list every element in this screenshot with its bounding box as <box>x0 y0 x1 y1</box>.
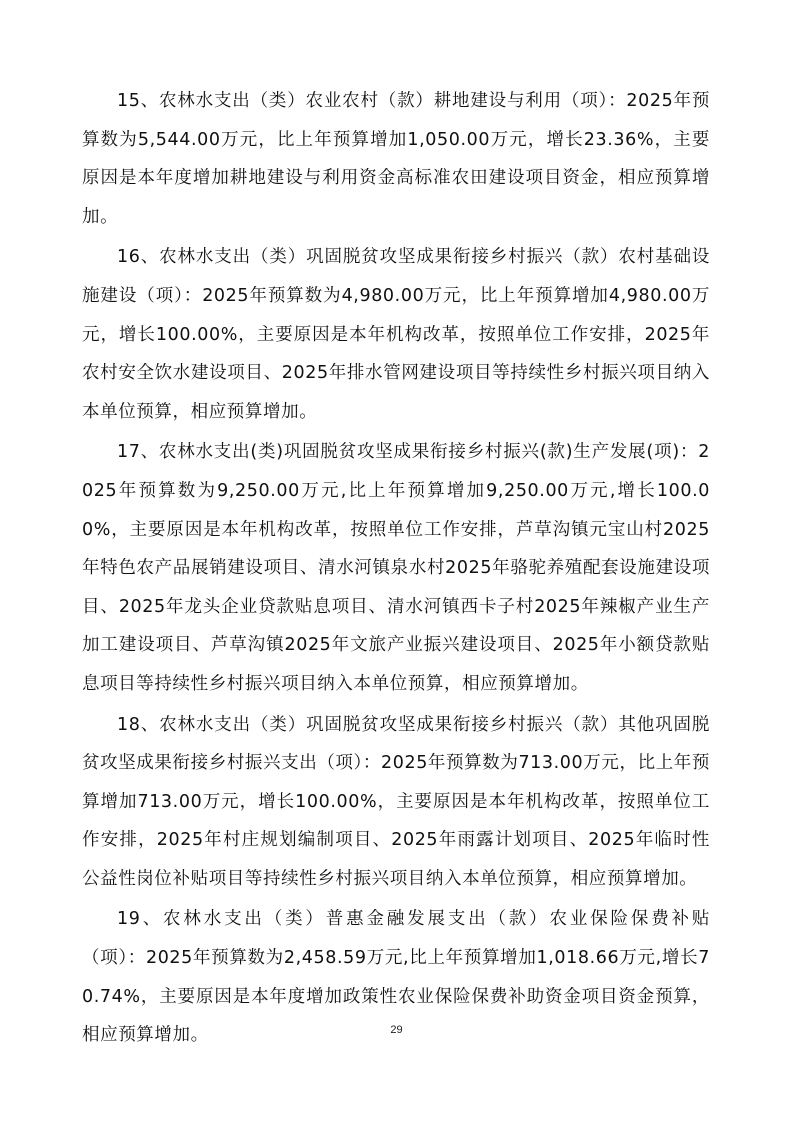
paragraph-item-19: 19、农林水支出（类）普惠金融发展支出（款）农业保险保费补贴（项）：2025年预算数为2,458.59万元,比上年预算增加1,018.66万元,增长70.74%，主要原因是本年度增加政策性农业保险保费补助资金项目资金预算，相应预算增加。 <box>82 909 710 1046</box>
paragraph-item-15: 15、农林水支出（类）农业农村（款）耕地建设与利用（项）：2025年预算数为5,544.00万元，比上年预算增加1,050.00万元，增长23.36%，主要原因是本年度增加耕地建设与利用资金高标准农田建设项目资金，相应预算增加。 <box>82 91 710 227</box>
paragraph-item-18: 18、农林水支出（类）巩固脱贫攻坚成果衔接乡村振兴（款）其他巩固脱贫攻坚成果衔接乡村振兴支出（项）：2025年预算数为713.00万元，比上年预算增加713.00万元，增长100.00%，主要原因是本年机构改革，按照单位工作安排，2025年村庄规划编制项目、2025年雨露计划项目、2025年临时性公益性岗位补贴项目等持续性乡村振兴项目纳入本单位预算，相应预算增加。 <box>82 714 710 889</box>
paragraph-item-17: 17、农林水支出(类)巩固脱贫攻坚成果衔接乡村振兴(款)生产发展(项)：2025年预算数为9,250.00万元,比上年预算增加9,250.00万元,增长100.00%，主要原因是本年机构改革，按照单位工作安排，芦草沟镇元宝山村2025年特色农产品展销建设项目、清水河镇泉水村2025年骆驼养殖配套设施建设项目、2025年龙头企业贷款贴息项目、清水河镇西卡子村2025年辣椒产业生产加工建设项目、芦草沟镇2025年文旅产业振兴建设项目、2025年小额贷款贴息项目等持续性乡村振兴项目纳入本单位预算，相应预算增加。 <box>82 442 710 694</box>
paragraph-item-16: 16、农林水支出（类）巩固脱贫攻坚成果衔接乡村振兴（款）农村基础设施建设（项）：2025年预算数为4,980.00万元，比上年预算增加4,980.00万元，增长100.00%，主要原因是本年机构改革，按照单位工作安排，2025年农村安全饮水建设项目、2025年排水管网建设项目等持续性乡村振兴项目纳入本单位预算，相应预算增加。 <box>82 247 710 422</box>
page-number: 29 <box>390 1024 403 1036</box>
document-body <box>82 82 710 1057</box>
